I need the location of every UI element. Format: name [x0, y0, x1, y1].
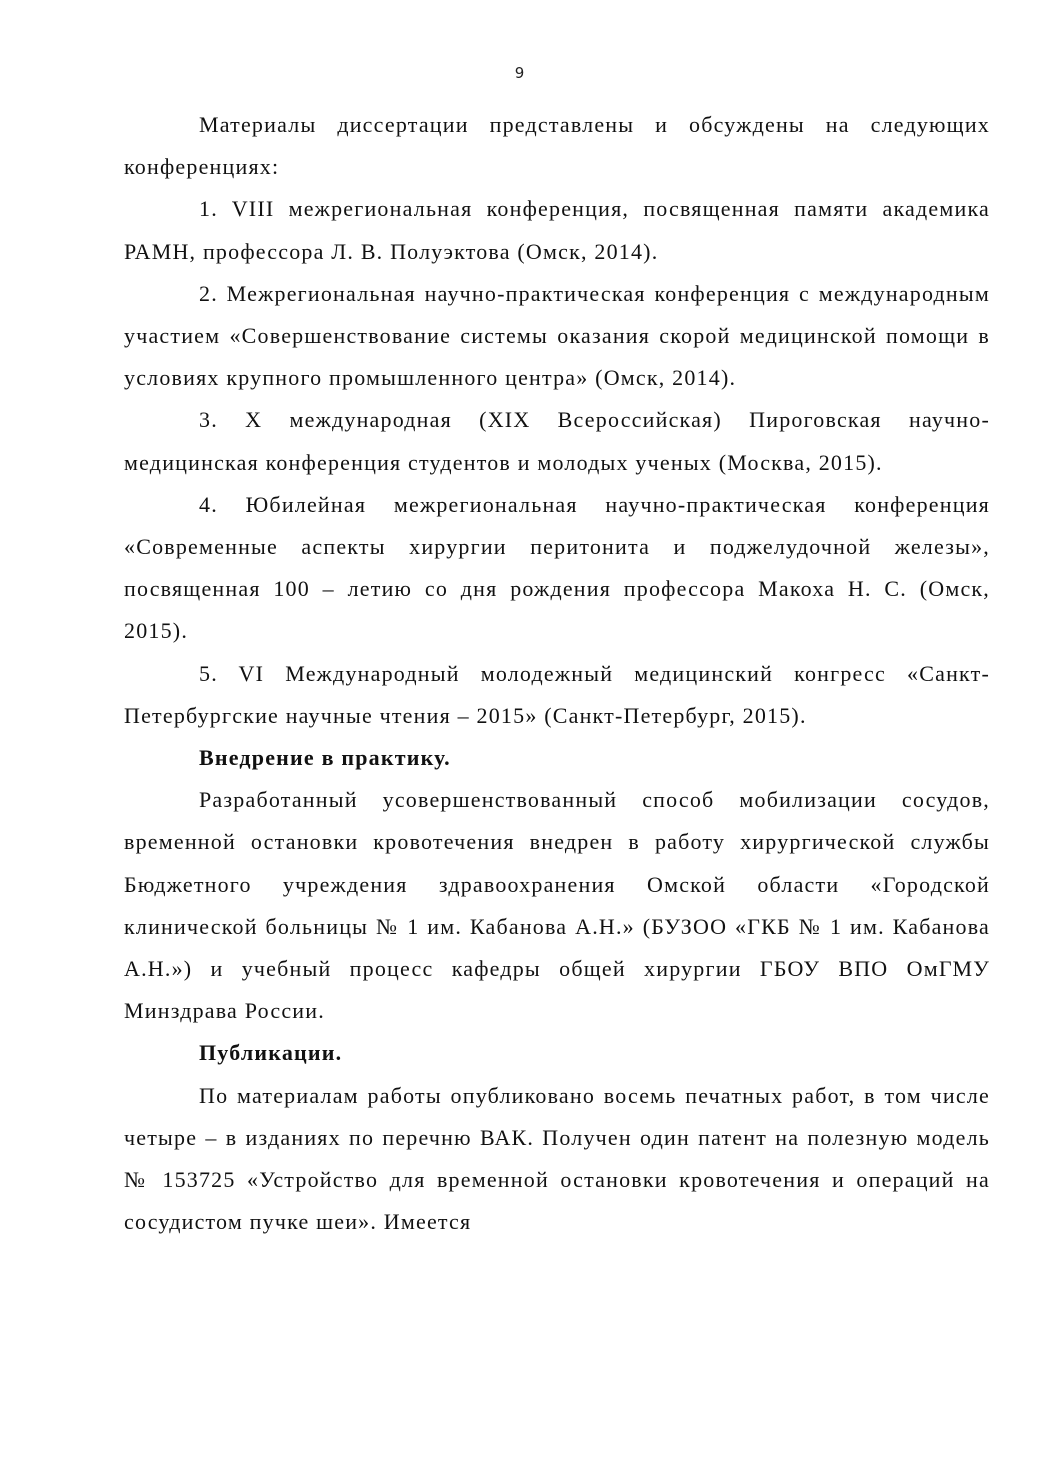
conference-item-3: 3. X международная (XIX Всероссийская) Пироговская научно-медицинская конференция студентов и молодых ученых (Москва, 2015).	[124, 407, 990, 475]
conference-item-4: 4. Юбилейная межрегиональная научно-практическая конференция «Современные аспекты хирургии перитонита и поджелудочной железы», посвященная 100 – летию со дня рождения профессора Макоха Н. С. (Омск, 2015).	[124, 491, 990, 644]
document-body	[124, 104, 990, 1243]
conference-item-1: 1. VIII межрегиональная конференция, посвященная памяти академика РАМН, профессора Л. В. Полуэктова (Омск, 2014).	[124, 196, 990, 264]
implementation-paragraph: Разработанный усовершенствованный способ мобилизации сосудов, временной остановки кровотечения внедрен в работу хирургической службы Бюджетного учреждения здравоохранения Омской области «Городской клинической больницы № 1 им. Кабанова А.Н.» (БУЗОО «ГКБ № 1 им. Кабанова А.Н.») и учебный процесс кафедры общей хирургии ГБОУ ВПО ОмГМУ Минздрава России.	[124, 787, 990, 1024]
conference-item-2: 2. Межрегиональная научно-практическая конференция с международным участием «Совершенствование системы оказания скорой медицинской помощи в условиях крупного промышленного центра» (Омск, 2014).	[124, 280, 990, 391]
implementation-heading: Внедрение в практику.	[199, 745, 451, 771]
intro-paragraph: Материалы диссертации представлены и обсуждены на следующих конференциях:	[124, 112, 990, 180]
publications-paragraph: По материалам работы опубликовано восемь печатных работ, в том числе четыре – в изданиях по перечню ВАК. Получен один патент на полезную модель № 153725 «Устройство для временной остановки кровотечения и операций на сосудистом пучке шеи». Имеется	[124, 1082, 990, 1235]
page-number: 9	[514, 64, 525, 82]
conference-item-5: 5. VI Международный молодежный медицинский конгресс «Санкт-Петербургские научные чтения – 2015» (Санкт-Петербург, 2015).	[124, 660, 990, 728]
publications-heading: Публикации.	[199, 1040, 343, 1066]
